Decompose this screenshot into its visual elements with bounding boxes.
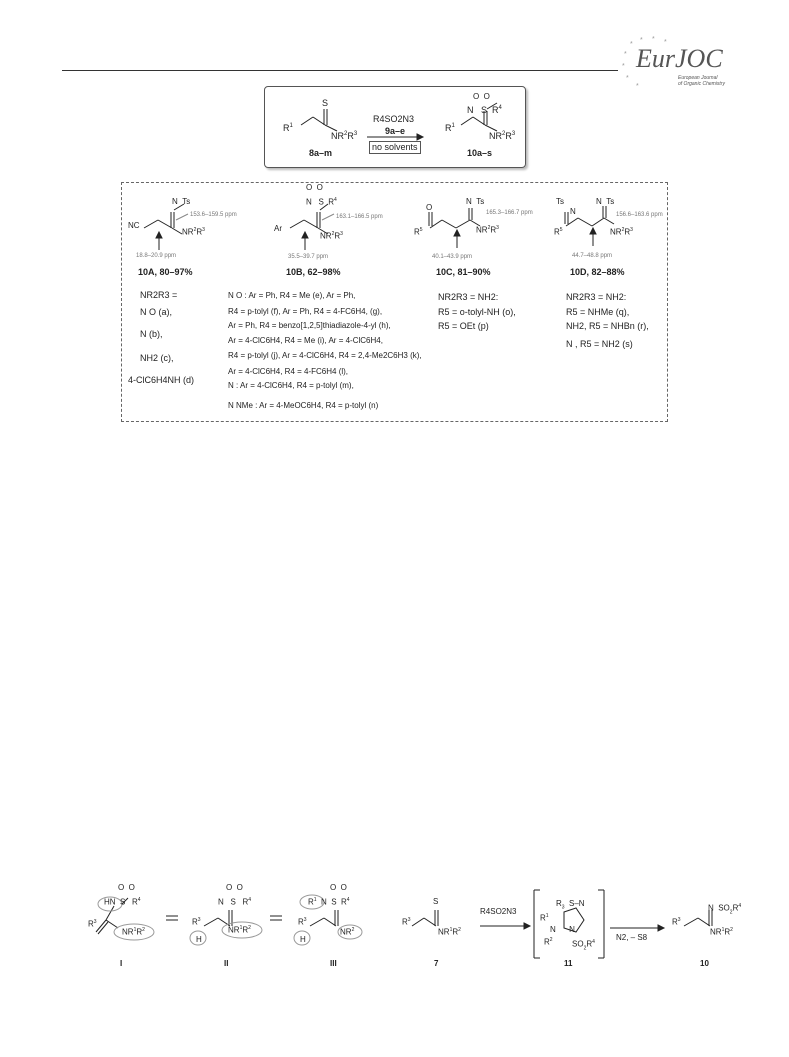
7-amine: $NR^1R^2$ — [438, 927, 461, 937]
I-sulfonyl: O O — [118, 883, 135, 892]
tautomer-scheme — [80, 880, 380, 970]
10A-ppm-top: 153.6–159.5 ppm — [190, 212, 237, 218]
III-nr2: $NR^2$ — [340, 927, 355, 937]
10B-line-3: Ar = 4-ClC6H4, R4 = Me (i), Ar = 4-ClC6H4, — [228, 336, 383, 345]
II-h: H — [196, 935, 202, 944]
label-I: I — [120, 959, 123, 968]
10D-line-1: R5 = NHMe (q), — [566, 307, 630, 317]
III-sulfonyl: O O — [330, 883, 347, 892]
11-r2: $R^2$ — [544, 937, 553, 947]
II-imine: N S $R^4$ — [218, 897, 252, 907]
III-r3: $R^3$ — [298, 917, 307, 927]
10D-amine: $NR^2R^3$ — [610, 227, 633, 237]
10B-line-4: R4 = p-tolyl (j), Ar = 4-ClC6H4, R4 = 2,4-Me2C6H3 (k), — [228, 351, 422, 360]
10C-ppm-top: 165.3–166.7 ppm — [486, 210, 533, 216]
10C-line-1: R5 = o-tolyl-NH (o), — [438, 307, 516, 317]
logo-text: EurJOC — [636, 44, 723, 73]
10-sulfonyl: N $SO_2R^4$ — [708, 903, 742, 916]
logo-subtitle-2: of Organic Chemistry — [678, 81, 725, 87]
II-amine: $NR^1R^2$ — [228, 925, 251, 935]
10A-line-0: NR2R3 = — [140, 290, 178, 300]
10B-line-6: N : Ar = 4-ClC6H4, R4 = p-tolyl (m), — [228, 381, 354, 390]
10A-label: 10A, 80–97% — [138, 267, 193, 277]
10D-line-2: NH2, R5 = NHBn (r), — [566, 321, 649, 331]
label-II: II — [224, 959, 229, 968]
10C-ts: N Ts — [466, 197, 485, 206]
label-7: 7 — [434, 959, 439, 968]
product-imine: N S $R^4$ — [467, 105, 502, 115]
label-10: 10 — [700, 959, 709, 968]
10C-amine: $NR^2R^3$ — [476, 225, 499, 235]
10D-ts-right: N Ts — [596, 197, 615, 206]
structure-10A — [126, 192, 276, 262]
reagent-label: R4SO2N3 — [373, 114, 415, 124]
10C-label: 10C, 81–90% — [436, 267, 491, 277]
svg-text:*: * — [630, 41, 633, 48]
10C-line-2: R5 = OEt (p) — [438, 321, 489, 331]
10A-line-3: NH2 (c), — [140, 353, 174, 363]
7-r3: $R^3$ — [402, 917, 411, 927]
logo-subtitle-1: European Journal — [678, 75, 718, 81]
10D-label: 10D, 82–88% — [570, 267, 625, 277]
10D-n-left: N — [570, 207, 576, 216]
svg-text:*: * — [626, 75, 629, 82]
I-r3: $R^3$ — [88, 919, 97, 929]
11-so2r4: $SO_2R^4$ — [572, 939, 595, 952]
product-label: 10a–s — [467, 148, 493, 158]
10B-line-7: N NMe : Ar = 4-MeOC6H4, R4 = p-tolyl (n) — [228, 401, 379, 410]
10B-line-5: Ar = 4-ClC6H4, R4 = 4-FC6H4 (l), — [228, 367, 349, 376]
svg-text:*: * — [622, 63, 625, 70]
10A-ts: N Ts — [172, 197, 191, 206]
product-r1: $R^1$ — [445, 123, 455, 133]
10C-r5: $R^5$ — [414, 227, 423, 237]
mechanism-reagent: R4SO2N3 — [480, 907, 517, 916]
structure-10B — [268, 184, 408, 264]
10D-ppm-bottom: 44.7–48.8 ppm — [572, 253, 613, 259]
svg-text:*: * — [636, 83, 639, 90]
10C-o: O — [426, 203, 433, 212]
I-amine: $NR^1R^2$ — [122, 927, 145, 937]
svg-text:*: * — [624, 51, 627, 58]
10D-ppm-top: 156.6–163.6 ppm — [616, 212, 663, 218]
thioamide-substituents: $R^1$ — [283, 123, 293, 133]
label-III: III — [330, 959, 337, 968]
10B-line-2: Ar = Ph, R4 = benzo[1,2,5]thiadiazole-4-yl (h), — [228, 321, 391, 330]
II-sulfonyl: O O — [226, 883, 243, 892]
starting-material-label: 8a–m — [309, 148, 333, 158]
header-rule — [62, 70, 618, 71]
11-r3: $R_3$ S–N — [556, 899, 585, 911]
11-r1: $R^1$ — [540, 913, 549, 923]
journal-logo — [620, 36, 740, 92]
mechanism-conditions: N2, – S8 — [616, 933, 648, 942]
reagent-code: 9a–e — [385, 126, 406, 136]
10-amine: $NR^1R^2$ — [710, 927, 733, 937]
III-h: H — [300, 935, 306, 944]
10B-label: 10B, 62–98% — [286, 267, 341, 277]
10B-line-1: R4 = p-tolyl (f), Ar = Ph, R4 = 4-FC6H4, (g), — [228, 307, 383, 316]
svg-text:*: * — [664, 39, 667, 46]
label-11: 11 — [564, 959, 573, 968]
10B-imine: N S $R^4$ — [306, 197, 337, 207]
II-r3: $R^3$ — [192, 917, 201, 927]
mechanism-scheme — [400, 880, 760, 970]
10B-ppm-bottom: 35.5–39.7 ppm — [288, 254, 329, 260]
III-r1: $R^1$ N S $R^4$ — [308, 897, 350, 907]
product-amine: $NR^2R^3$ — [489, 131, 516, 141]
10B-ar: Ar — [274, 224, 282, 233]
reaction-scheme-box — [264, 86, 526, 168]
conditions-label: no solvents — [369, 141, 421, 154]
10A-line-1: N O (a), — [140, 307, 173, 317]
10A-line-2: N (b), — [140, 329, 163, 339]
10-r3: $R^3$ — [672, 917, 681, 927]
10B-line-0: N O : Ar = Ph, R4 = Me (e), Ar = Ph, — [228, 291, 356, 300]
svg-text:*: * — [640, 37, 643, 44]
10D-line-0: NR2R3 = NH2: — [566, 292, 627, 302]
7-s: S — [433, 897, 439, 906]
10C-ppm-bottom: 40.1–43.9 ppm — [432, 254, 473, 260]
10D-ts-left: Ts — [556, 197, 564, 206]
I-hn: HN S $R^4$ — [104, 897, 141, 907]
thioamide-amine: $NR^2R^3$ — [331, 131, 358, 141]
10B-amine: $NR^2R^3$ — [320, 231, 343, 241]
svg-text:*: * — [652, 36, 655, 43]
10A-amine: $NR^2R^3$ — [182, 227, 205, 237]
10A-line-4: 4-ClC6H4NH (d) — [128, 375, 195, 385]
10D-line-3: N , R5 = NH2 (s) — [566, 339, 633, 349]
10A-nc: NC — [128, 221, 140, 230]
thioamide-s: S — [322, 98, 329, 108]
11-n: N N — [550, 925, 575, 934]
10B-ppm-top: 163.1–166.5 ppm — [336, 214, 383, 220]
10B-sulfonyl: O O — [306, 183, 323, 192]
product-sulfonyl: O O — [473, 92, 490, 101]
10D-r5: $R^5$ — [554, 227, 563, 237]
10C-line-0: NR2R3 = NH2: — [438, 292, 499, 302]
10A-ppm-bottom: 18.8–20.9 ppm — [136, 253, 177, 259]
